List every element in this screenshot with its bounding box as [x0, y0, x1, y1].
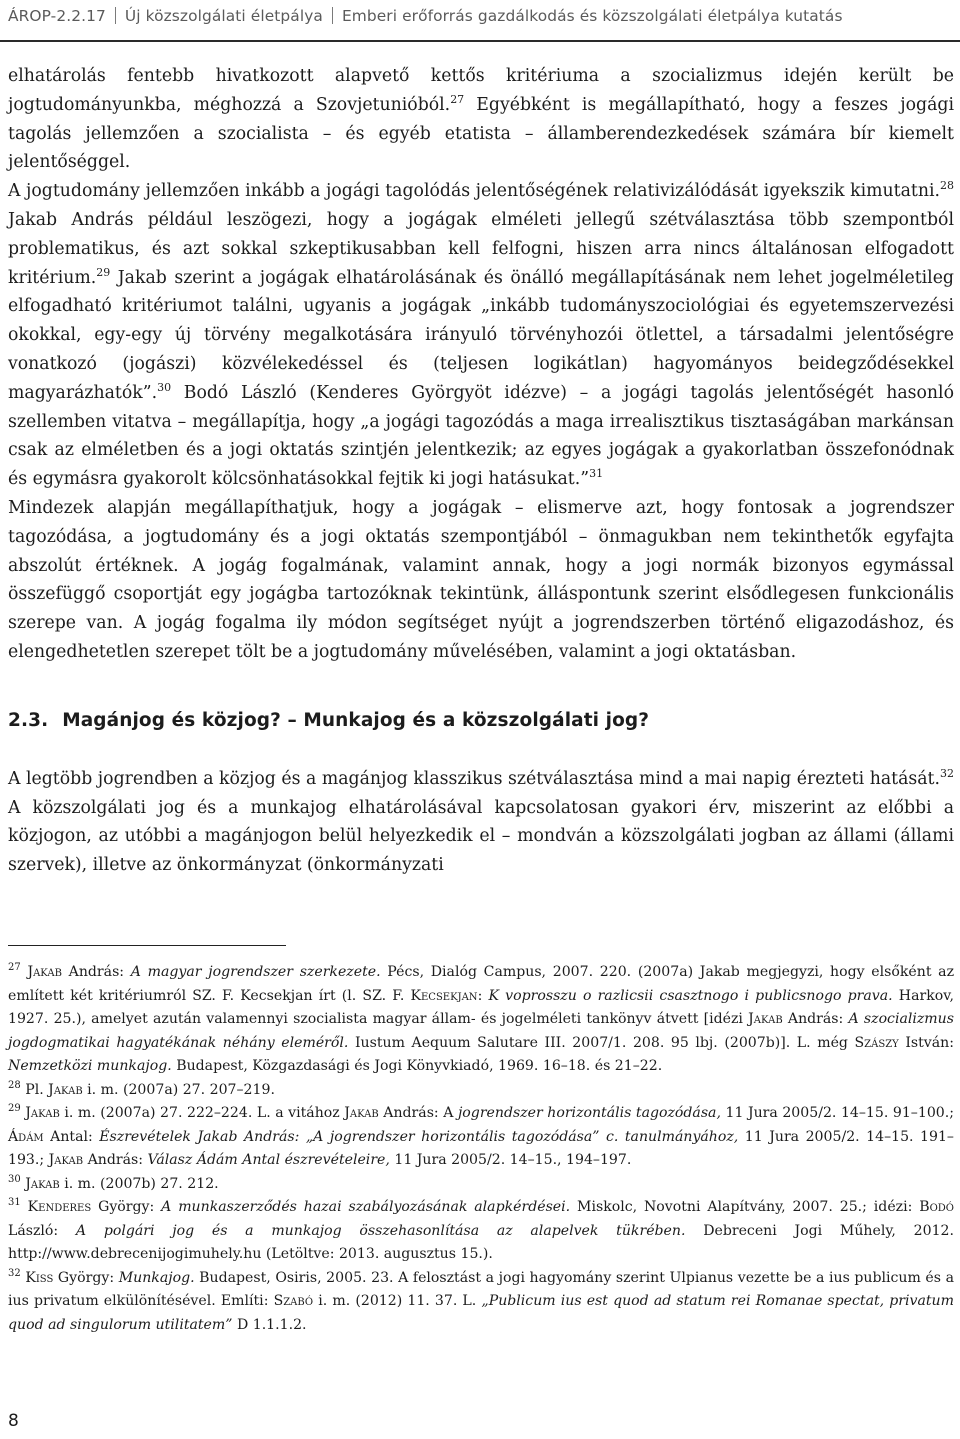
author-name: Jakab	[27, 964, 62, 980]
author-name: Kenderes	[27, 1199, 92, 1215]
section-heading	[8, 707, 954, 735]
author-name: Jakab	[25, 1105, 60, 1121]
author-name: Kecsekjan	[410, 987, 478, 1004]
text-run: i. m. (2007a) 27. 207–219.	[82, 1081, 275, 1098]
text-run: György:	[91, 1199, 162, 1215]
text-run: Antal:	[43, 1128, 100, 1145]
text-run: Budapest, Osiris, 2005. 23. A felosztást a jogi hagyomány szerint Ulpianus vezette be a ius publicum és a ius privatum elkülönítésével. Említi:	[8, 1269, 954, 1309]
author-name: Jakab	[748, 1011, 783, 1027]
text-run: Budapest, Közgazdasági és Jogi Könyvkiadó, 1969. 16–18. és 21–22.	[171, 1058, 663, 1074]
text-run: Pécs, Dialóg Campus, 2007. 220. (2007a) Jakab megjegyzi, hogy elsőként az említett két kritériumról SZ. F. Kecsekjan írt (l. SZ. F.	[8, 964, 954, 1004]
main-text	[8, 62, 954, 880]
work-title: A polgári jog és a munkajog összehasonlítása az alapelvek tükrében.	[75, 1222, 686, 1239]
running-header	[8, 0, 952, 34]
project-subtitle: Emberi erőforrás gazdálkodás és közszolgálati életpálya kutatás	[341, 7, 843, 25]
footnote-ref[interactable]: 28	[940, 179, 954, 193]
text-run: D 1.1.1.2.	[232, 1316, 307, 1333]
author-name: Szabó	[273, 1293, 314, 1309]
text-run: András:	[61, 964, 131, 980]
footnote-27	[8, 961, 954, 1079]
work-title: A munkaszerződés hazai szabályozásának alapkérdései.	[161, 1199, 571, 1215]
text-run: :	[477, 987, 489, 1004]
work-title: Válasz Ádám Antal észrevételeire,	[147, 1152, 390, 1168]
header-rule	[0, 40, 960, 42]
latin-quote: „Publicum ius est quod ad statum rei Romanae spectat, privatum quod ad singulorum utilitatem”	[8, 1293, 954, 1333]
text-run: Bodó László (Kenderes Györgyöt idézve) – a jogági tagolás jelentőségét hasonló szellemben vitatva – megállapítja, hogy „a jogági tagozódás a maga irrealisztikus tisztaságában markánsan csak az elméletben és a jogi oktatás szintjén jelentkezik; az egyes jogágak a gyakorlatban összefonódnak és egymásra gyakorolt kölcsönhatásokkal fejtik ki jogi hatásukat.”	[8, 382, 954, 490]
footnote-ref[interactable]: 29	[96, 265, 111, 279]
text-run: 11 Jura 2005/2. 14–15., 194–197.	[389, 1152, 632, 1168]
footnotes	[8, 961, 954, 1337]
text-run: Harkov, 1927. 25.), amelyet azután valamennyi szocialista magyar állam- és jogelméleti tankönyv átvett [idézi	[8, 987, 955, 1027]
work-title: Nemzetközi munkajog.	[8, 1058, 172, 1074]
author-name: Jakab	[25, 1175, 60, 1192]
text-run: László:	[8, 1222, 76, 1239]
text-run: i. m. (2012) 11. 37. L.	[313, 1293, 482, 1309]
page-number: 8	[8, 1411, 19, 1431]
text-run: 11 Jura 2005/2. 14–15. 91–100.;	[720, 1105, 954, 1121]
text-run: György:	[53, 1269, 119, 1286]
footnote-ref[interactable]: 32	[940, 766, 954, 780]
text-run: A legtöbb jogrendben a közjog és a magánjog klasszikus szétválasztása mind a mai napig érezteti hatását.	[8, 768, 940, 789]
author-name: Ádám	[8, 1128, 44, 1145]
text-run: Pl.	[25, 1081, 49, 1098]
footnote-ref[interactable]: 30	[157, 380, 172, 394]
text-run: András:	[83, 1152, 148, 1168]
text-run: Jakab szerint a jogágak elhatárolásának és önálló megállapításának nem lehet jogelméletileg elfogadható kritériumot találni, ugyanis a jogágak „inkább tudományszociológiai és egyetemszervezési okokkal, egy-egy új törvény megalkotására irányuló törvényhozói ötlettel, a társadalmi jelentőségre vonatkozó (jogászi) közvélekedéssel és (teljesen logikátlan) hagyományos beidegződésekkel magyarázhatók”.	[8, 267, 954, 403]
work-title: jogrendszer horizontális tagozódása,	[457, 1105, 721, 1121]
text-run: elhatárolás fentebb hivatkozott alapvető kettős kritériuma a szocializmus idején került be jogtudományunkba, méghozzá a Szovjetunióból.	[8, 66, 954, 115]
footnote-number: 31	[8, 1197, 21, 1208]
project-title: Új közszolgálati életpálya	[124, 7, 323, 25]
text-run: Egyébként is megállapítható, hogy a feszes jogági tagolás jellemzően a szocialista – és egyéb etatista – államberendezkedések számára bír kiemelt jelentőséggel.	[8, 94, 954, 173]
footnote-number: 29	[8, 1103, 21, 1114]
header-divider	[332, 7, 333, 24]
section-title: Magánjog és közjog? – Munkajog és a közszolgálati jog?	[62, 709, 650, 731]
work-title: A szocializmus jogdogmatikai hagyatékának néhány eleméről.	[8, 1011, 954, 1051]
text-run: i. m. (2007b) 27. 212.	[59, 1175, 219, 1192]
paragraph	[8, 62, 954, 177]
text-run: i. m. (2007a) 27. 222–224. L. a vitához	[59, 1105, 345, 1121]
footnote-number: 27	[8, 962, 21, 973]
author-name: Kiss	[25, 1269, 54, 1286]
footnote-rule	[8, 945, 286, 946]
footnote-31	[8, 1196, 954, 1267]
text-run: András: A	[378, 1105, 458, 1121]
footnote-30	[8, 1173, 954, 1197]
project-code: ÁROP-2.2.17	[8, 7, 106, 25]
footnote-number: 30	[8, 1173, 21, 1185]
footnote-number: 28	[8, 1079, 21, 1091]
paragraph	[8, 177, 954, 494]
text-run: István:	[898, 1034, 954, 1051]
text-run: Debreceni Jogi Műhely, 2012. http://www.debrecenijogimuhely.hu (Letöltve: 2013. augusztus 15.).	[8, 1222, 954, 1262]
work-title: A magyar jogrendszer szerkezete.	[130, 964, 381, 980]
paragraph: Mindezek alapján megállapíthatjuk, hogy a jogágak – elismerve azt, hogy fontosak a jogrendszer tagozódása, a jogtudomány és a jogi oktatás szempontjából – önmagukban nem tekinthetők egyfajta abszolút értéknek. A jogág fogalmának, valamint annak, hogy a jogi normák bizonyos egymással összefüggő csoportját egy jogágba tartozóknak tekintünk, álláspontunk szerint elsődlegesen funkcionális szerepe van. A jogág fogalma ily módon segítséget nyújt a jogrendszerben történő eligazodáshoz, és elengedhetetlen szerepet tölt be a jogtudomány művelésében, valamint a jogi oktatásban.	[8, 497, 954, 662]
footnote-28	[8, 1079, 954, 1103]
author-name: Jakab	[344, 1105, 379, 1121]
author-name: Jakab	[48, 1081, 83, 1098]
author-name: Szászy	[854, 1034, 899, 1051]
text-run: A jogtudomány jellemzően inkább a jogági tagolódás jelentőségének relativizálódását igyekszik kimutatni.	[8, 181, 940, 202]
work-title: Észrevételek Jakab András: „A jogrendszer horizontális tagozódása” c. tanulmányához,	[99, 1128, 739, 1145]
section-number: 2.3.	[8, 709, 49, 731]
text-run: András:	[782, 1011, 849, 1027]
header-divider	[115, 7, 116, 24]
author-name: Bodó	[919, 1199, 954, 1215]
work-title: K voprosszu o razlicsii csasztnogo i publicsnogo prava.	[488, 987, 893, 1004]
text-run: Iustum Aequum Salutare III. 2007/1. 208. 95 lbj. (2007b)]. L. még	[348, 1034, 855, 1051]
footnote-32	[8, 1267, 954, 1338]
footnote-29	[8, 1102, 954, 1173]
text-run: A közszolgálati jog és a munkajog elhatárolásával kapcsolatosan gyakori érv, miszerint az előbbi a közjogon, az utóbbi a magánjogon belül helyezkedik el – mondván a közszolgálati jogban az állami (állami szervek), illetve az önkormányzat (önkormányzati	[8, 797, 954, 876]
author-name: Jakab	[48, 1152, 84, 1168]
footnote-ref[interactable]: 31	[589, 467, 604, 481]
text-run: Miskolc, Novotni Alapítvány, 2007. 25.; idézi:	[570, 1199, 920, 1215]
footnote-ref[interactable]: 27	[450, 92, 465, 106]
work-title: Munkajog.	[118, 1269, 195, 1286]
text-run: 11 Jura 2005/2. 14–15. 191–193.;	[8, 1128, 954, 1168]
paragraph	[8, 765, 954, 880]
footnote-number: 32	[8, 1267, 21, 1279]
text-run: Jakab András például leszögezi, hogy a jogágak elméleti jellegű szétválasztása több szempontból problematikus, és azt sokkal szkeptikusabban kell felfogni, hiszen arra nincs általánosan elfogadott kritérium.	[8, 209, 954, 288]
